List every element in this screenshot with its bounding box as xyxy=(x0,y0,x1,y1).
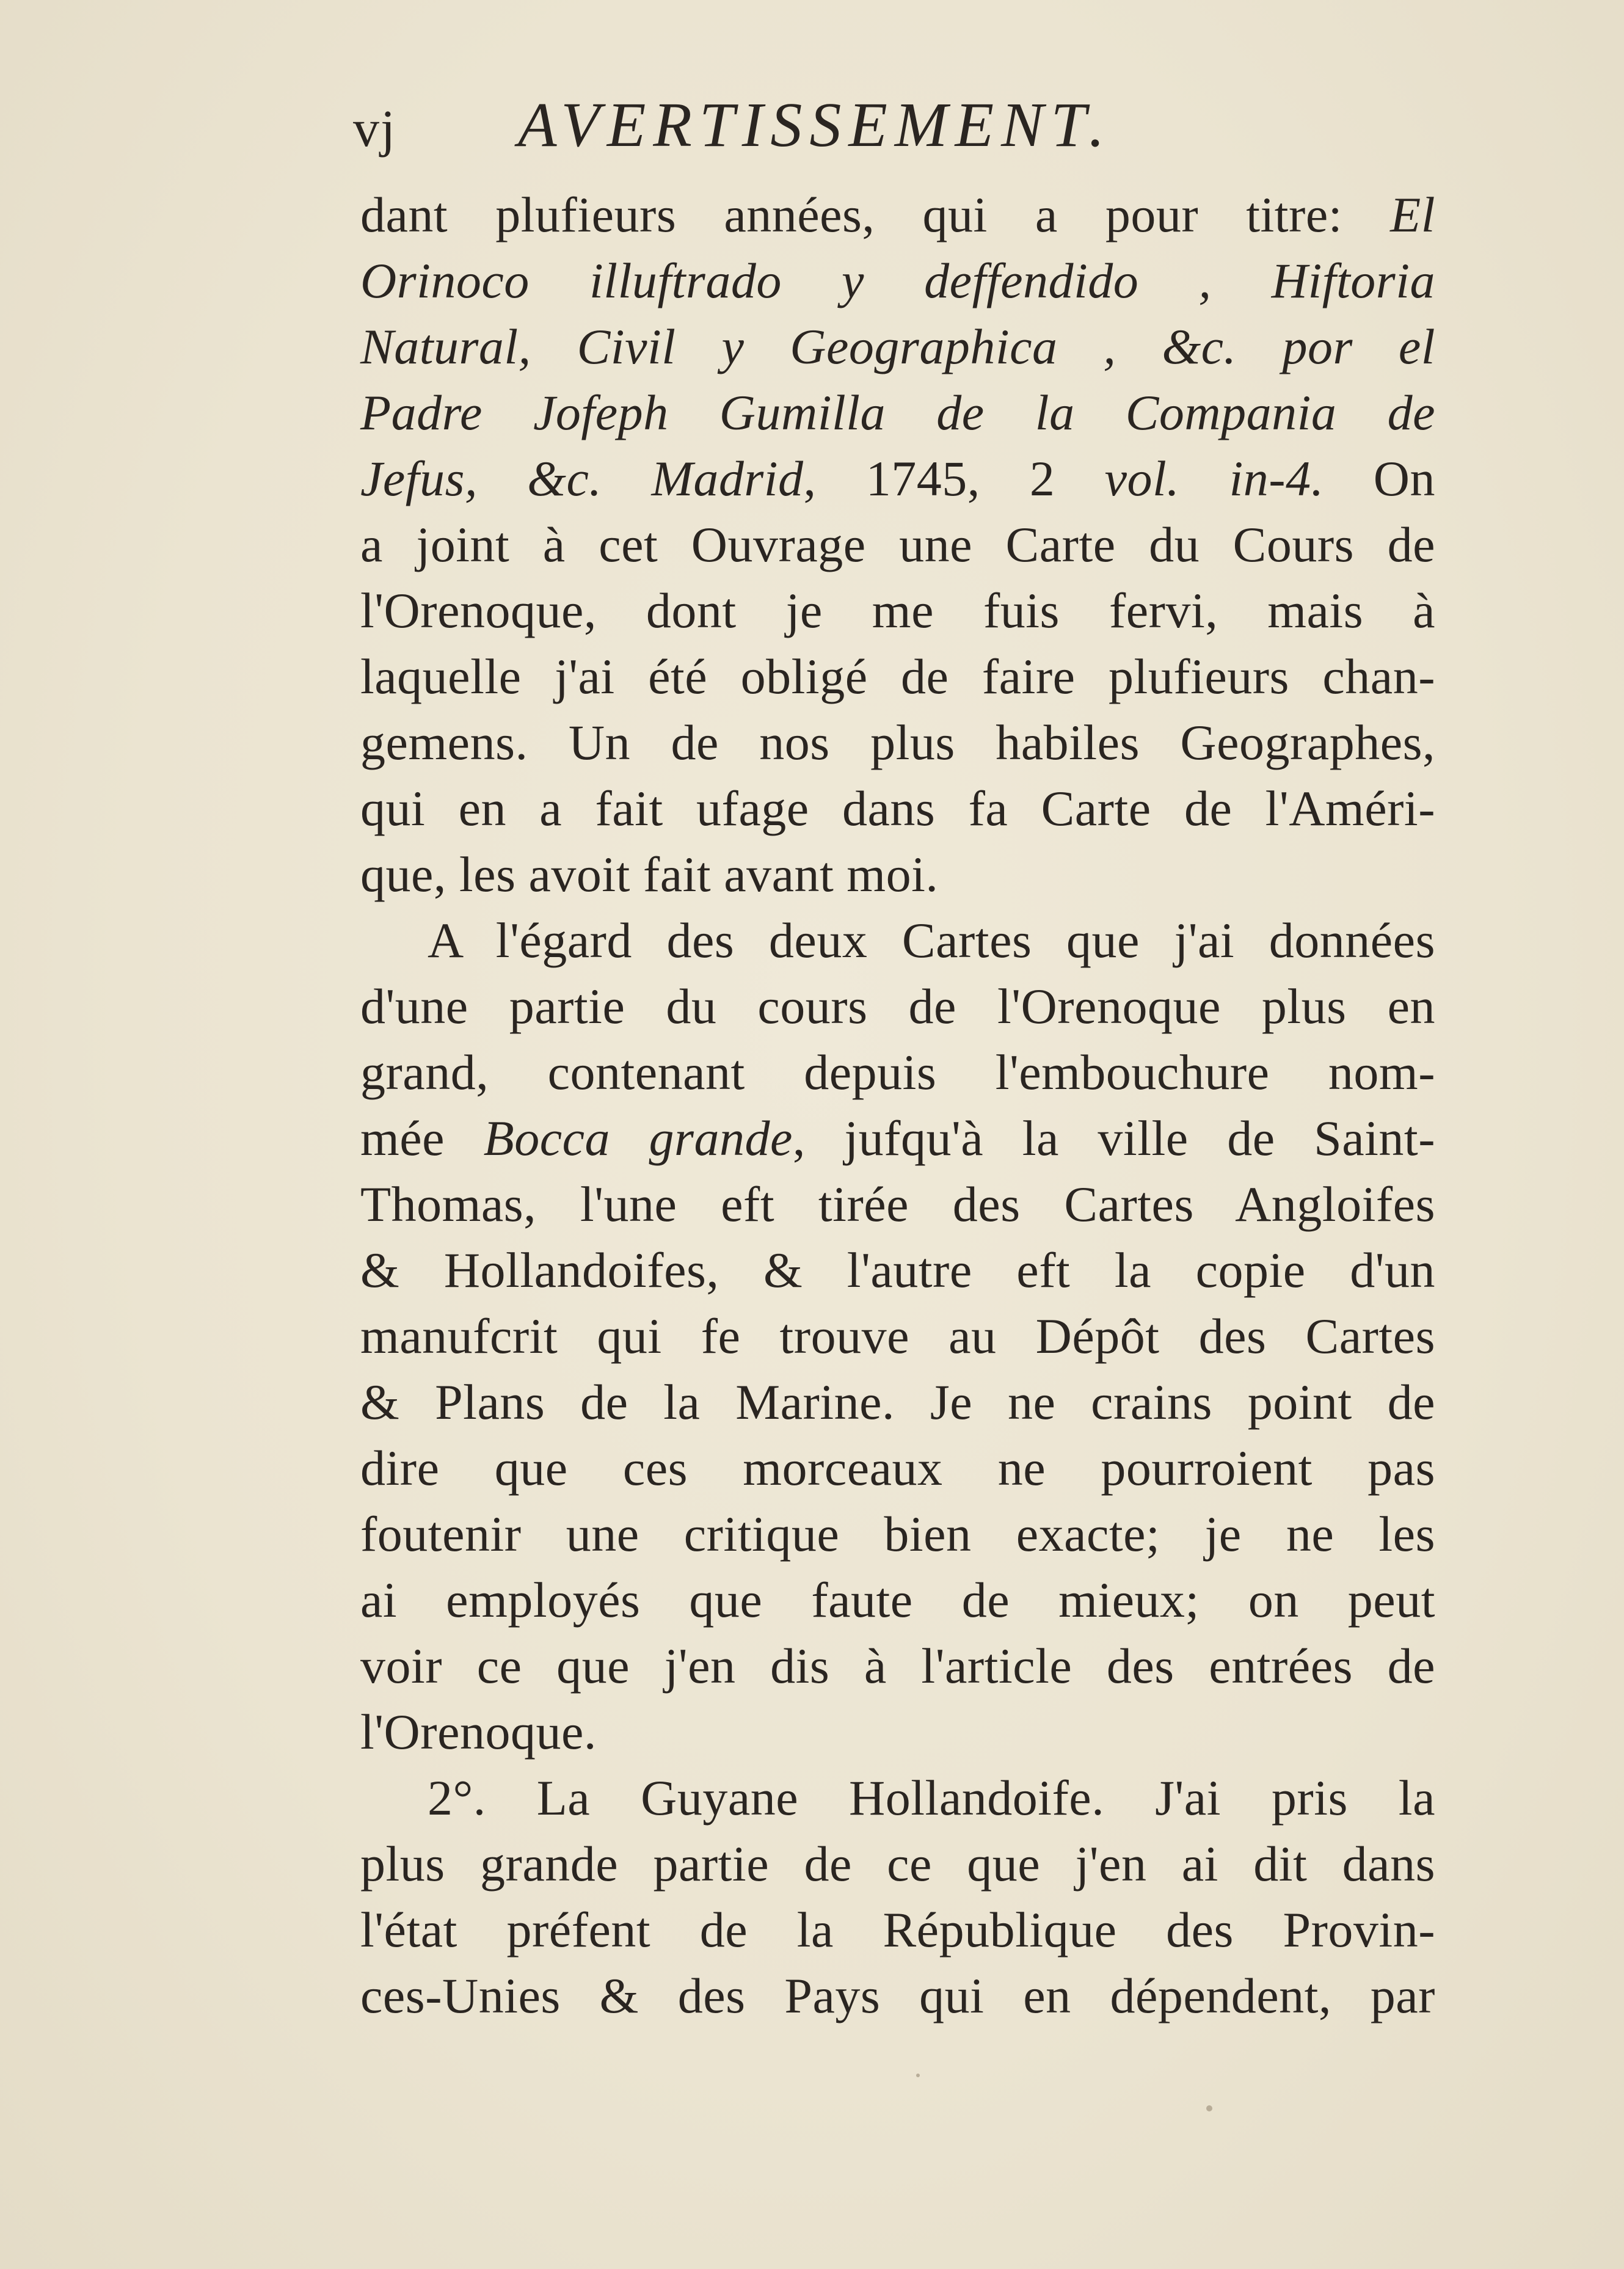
text-run: qui en a fait ufage dans fa Carte de l'Améri- xyxy=(360,781,1435,836)
text-line xyxy=(360,1633,1435,1699)
text-line xyxy=(360,1699,1435,1765)
italic-text-run: vol. in-4. xyxy=(1104,451,1324,506)
italic-text-run: El xyxy=(1390,187,1435,242)
text-run: ai employés que faute de mieux; on peut xyxy=(360,1572,1435,1628)
text-run: & Plans de la Marine. Je ne crains point de xyxy=(360,1374,1435,1430)
page-number: vj xyxy=(353,99,396,158)
text-run: a joint à cet Ouvrage une Carte du Cours de xyxy=(360,517,1435,572)
text-line xyxy=(360,1303,1435,1369)
italic-text-run: Jefus, &c. Madrid xyxy=(360,451,804,506)
italic-text-run: Orinoco illuftrado y deffendido , Hiftoria xyxy=(360,253,1435,308)
text-run: , 1745, 2 xyxy=(803,451,1105,506)
text-line xyxy=(360,446,1435,512)
text-line xyxy=(360,1435,1435,1501)
text-run: dant plufieurs années, qui a pour titre: xyxy=(360,187,1391,242)
text-run: voir ce que j'en dis à l'article des entrées de xyxy=(360,1638,1435,1694)
paper-speck xyxy=(916,2074,920,2077)
text-line xyxy=(360,908,1435,974)
italic-text-run: Natural, Civil y Geographica , &c. por el xyxy=(360,319,1435,374)
text-line xyxy=(360,1237,1435,1303)
text-line xyxy=(360,1369,1435,1435)
text-run: que, les avoit fait avant moi. xyxy=(360,847,939,902)
text-line xyxy=(360,1765,1435,1831)
text-run: A l'égard des deux Cartes que j'ai données xyxy=(428,912,1435,968)
text-run: Thomas, l'une eft tirée des Cartes Angloifes xyxy=(360,1176,1435,1232)
text-line xyxy=(360,248,1435,314)
text-run: manufcrit qui fe trouve au Dépôt des Cartes xyxy=(360,1308,1435,1364)
text-line xyxy=(360,776,1435,842)
text-line xyxy=(360,1501,1435,1567)
body-text xyxy=(360,182,1435,2029)
paper-speck xyxy=(1206,2105,1212,2111)
text-line xyxy=(360,578,1435,644)
text-run: , jufqu'à la ville de Saint- xyxy=(792,1110,1436,1166)
text-line xyxy=(360,1105,1435,1171)
text-run: dire que ces morceaux ne pourroient pas xyxy=(360,1440,1435,1496)
text-run: plus grande partie de ce que j'en ai dit dans xyxy=(360,1836,1435,1892)
text-run: gemens. Un de nos plus habiles Geographes, xyxy=(360,715,1435,770)
text-line xyxy=(360,1831,1435,1897)
page-header xyxy=(353,92,1452,165)
text-run: l'Orenoque, dont je me fuis fervi, mais à xyxy=(360,583,1435,638)
running-title: AVERTISSEMENT. xyxy=(518,90,1112,160)
text-run: d'une partie du cours de l'Orenoque plus en xyxy=(360,978,1435,1034)
text-line xyxy=(360,842,1435,908)
text-run: laquelle j'ai été obligé de faire plufieurs chan- xyxy=(360,649,1435,704)
text-run: l'état préfent de la République des Provin- xyxy=(360,1902,1435,1958)
text-line xyxy=(360,1040,1435,1105)
text-run: 2°. La Guyane Hollandoife. J'ai pris la xyxy=(428,1770,1435,1826)
text-run: ces-Unies & des Pays qui en dépendent, par xyxy=(360,1968,1435,2023)
text-line xyxy=(360,1963,1435,2029)
italic-text-run: Padre Jofeph Gumilla de la Compania de xyxy=(360,385,1435,440)
text-line xyxy=(360,380,1435,446)
text-line xyxy=(360,182,1435,248)
text-line xyxy=(360,1567,1435,1633)
text-run: & Hollandoifes, & l'autre eft la copie d'un xyxy=(360,1242,1435,1298)
text-run: mée xyxy=(360,1110,484,1166)
text-run: grand, contenant depuis l'embouchure nom- xyxy=(360,1044,1435,1100)
text-line xyxy=(360,710,1435,776)
text-line xyxy=(360,512,1435,578)
text-line xyxy=(360,314,1435,380)
text-line xyxy=(360,974,1435,1040)
text-line xyxy=(360,644,1435,710)
text-run: On xyxy=(1324,451,1436,506)
text-run: l'Orenoque. xyxy=(360,1704,597,1760)
italic-text-run: Bocca grande xyxy=(483,1110,793,1166)
text-line xyxy=(360,1897,1435,1963)
text-run: foutenir une critique bien exacte; je ne les xyxy=(360,1506,1435,1562)
text-line xyxy=(360,1171,1435,1237)
